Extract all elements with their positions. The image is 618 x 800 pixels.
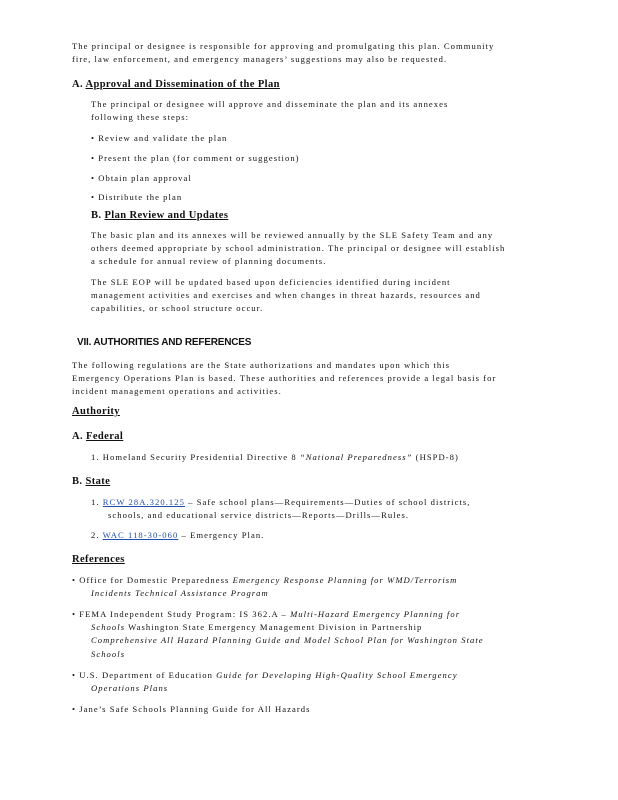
federal-item-prefix: 1. Homeland Security Presidential Directive 8 — [91, 452, 300, 462]
reference-4: • Jane’s Safe Schools Planning Guide for All Hazards — [72, 704, 311, 714]
review-title: Plan Review and Updates — [104, 210, 229, 221]
approval-text-2: following these steps: — [91, 112, 190, 122]
federal-item-title: “National Preparedness” — [299, 452, 413, 462]
approval-text-1: The principal or designee will approve and disseminate the plan and its annexes — [91, 99, 449, 109]
state-title: State — [85, 476, 111, 487]
reference-2-title-cont: Schools — [91, 622, 126, 632]
reference-2-line-3: Comprehensive All Hazard Planning Guide and Model School Plan for Washington State — [91, 635, 484, 645]
state-item-2-num: 2. — [91, 530, 103, 540]
reference-1 — [72, 574, 457, 587]
section-vii-line: Emergency Operations Plan is based. These authorities and references provide a legal basis for — [72, 373, 497, 383]
approval-step: • Present the plan (for comment or suggestion) — [91, 153, 300, 163]
reference-2-partnership: Washington State Emergency Management Division in Partnership — [125, 622, 423, 632]
approval-step: • Obtain plan approval — [91, 173, 192, 183]
section-vii-line: The following regulations are the State authorizations and mandates upon which this — [72, 360, 451, 370]
state-heading — [72, 476, 110, 487]
approval-title: Approval and Dissemination of the Plan — [85, 79, 280, 90]
review-heading — [91, 210, 228, 221]
state-item-1 — [91, 496, 471, 509]
rcw-link[interactable]: RCW 28A.320.125 — [102, 497, 185, 507]
state-item-1-cont: schools, and educational service districts—Reports—Drills—Rules. — [108, 510, 410, 520]
reference-3-text: • U.S. Department of Education — [72, 670, 217, 680]
intro-line-1: The principal or designee is responsible for approving and promulgating this plan. Community — [72, 41, 495, 51]
review-p2-line: The SLE EOP will be updated based upon deficiencies identified during incident — [91, 277, 451, 287]
state-item-2-text: – Emergency Plan. — [178, 530, 265, 540]
state-item-2 — [91, 529, 264, 542]
references-heading: References — [72, 554, 125, 565]
section-vii-title: VII. AUTHORITIES AND REFERENCES — [77, 337, 252, 348]
federal-heading — [72, 431, 123, 442]
reference-2-text: • FEMA Independent Study Program: IS 362.A – — [72, 609, 291, 619]
review-p1-line: a schedule for annual review of planning documents. — [91, 256, 327, 266]
review-p1-line: The basic plan and its annexes will be reviewed annually by the SLE Safety Team and any — [91, 230, 494, 240]
review-letter: B. — [91, 210, 102, 221]
state-item-1-num: 1. — [91, 497, 103, 507]
approval-letter: A. — [72, 79, 84, 90]
authority-heading: Authority — [72, 406, 120, 417]
approval-step: • Review and validate the plan — [91, 133, 228, 143]
federal-item — [91, 451, 459, 464]
federal-title: Federal — [86, 431, 124, 442]
approval-step: • Distribute the plan — [91, 192, 183, 202]
reference-2-title: Multi-Hazard Emergency Planning for — [290, 609, 461, 619]
review-p1-line: others deemed appropriate by school administration. The principal or designee will establish — [91, 243, 506, 253]
approval-heading — [72, 79, 280, 90]
reference-3-title: Guide for Developing High-Quality School Emergency — [216, 670, 458, 680]
review-p2-line: management activities and exercises and when changes in threat hazards, resources and — [91, 290, 481, 300]
state-letter: B. — [72, 476, 83, 487]
intro-line-2: fire, law enforcement, and emergency managers’ suggestions may also be requested. — [72, 54, 448, 64]
review-p2-line: capabilities, or school structure occur. — [91, 303, 264, 313]
reference-2-line-2 — [91, 621, 422, 634]
federal-item-suffix: (HSPD-8) — [412, 452, 459, 462]
wac-link[interactable]: WAC 118-30-060 — [102, 530, 179, 540]
federal-letter: A. — [72, 431, 84, 442]
section-vii-line: incident management operations and activities. — [72, 386, 282, 396]
reference-2 — [72, 608, 460, 621]
reference-2-line-4: Schools — [91, 649, 126, 659]
state-item-1-text: – Safe school plans—Requirements—Duties of school districts, — [184, 497, 471, 507]
reference-1-text: • Office for Domestic Preparedness — [72, 575, 233, 585]
reference-1-title: Emergency Response Planning for WMD/Terrorism — [232, 575, 458, 585]
reference-3 — [72, 669, 458, 682]
reference-3-cont: Operations Plans — [91, 683, 169, 693]
reference-1-cont: Incidents Technical Assistance Program — [91, 588, 269, 598]
